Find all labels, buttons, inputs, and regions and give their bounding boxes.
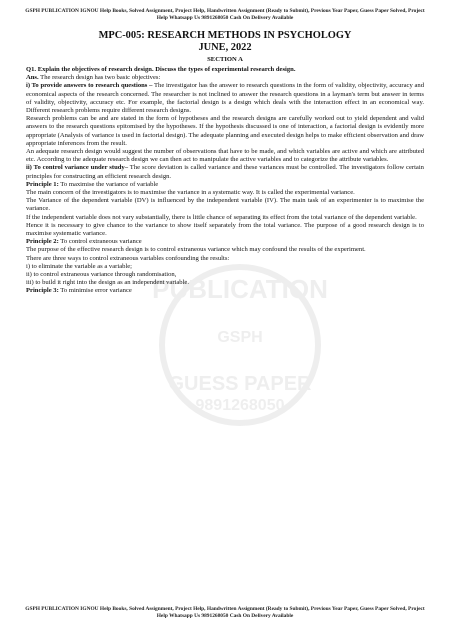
answer-intro-text: The research design has two basic objectives:: [38, 74, 161, 82]
document-body: [26, 30, 424, 296]
list-item: iii) to build it right into the design as an independent variable.: [26, 279, 189, 287]
principle-2-label: Principle 2:: [26, 238, 59, 246]
principle-1-text: To maximise the variance of variable: [58, 180, 159, 188]
footer-banner: GSPH PUBLICATION IGNOU Help Books, Solved Assignment, Project Help, Handwritten Assignment (Ready to Submit), Previous Year Paper, Guess Paper Solved, Project Help Whatsapp Us 9891268050 Cash On Delivery Available: [25, 606, 425, 619]
principle-2-text: To control extraneous variance: [58, 238, 142, 246]
paragraph-systematic-variance: Hence it is necessary to give chance to the variance to show itself separately from the total variance. The purpose of a good research design is to maximise systematic variance.: [26, 221, 424, 238]
paragraph-independent-variable: If the independent variable does not vary substantially, there is little chance of separating its effect from the total variance of the dependent variable.: [26, 213, 417, 221]
list-item: ii) to control extraneous variance through randomisation,: [26, 271, 177, 279]
principle-2: [26, 238, 424, 246]
objective-1-paragraph: [26, 82, 424, 115]
objective-2-label: ii) To control variance under study–: [26, 164, 128, 172]
principle-3-text: To minimise error variance: [58, 287, 132, 295]
paragraph-experimental-variance: The main concern of the investigators is to maximise the variance in a systematic way. It is called the experimental variance.: [26, 189, 355, 197]
principle-3-label: Principle 3:: [26, 287, 59, 295]
objective-1-text: The investigator has the answer to research questions in the form of validity, objectivity, accuracy and economical aspects of the research concerned. The researcher is not inclined to answer the research questions in a layman's term but answer in terms of validity, objectivity, accuracy etc. For example, the factorial design is a design which deals with the interaction effect in an economical way. Different research problems require different research designs.: [26, 82, 424, 115]
section-heading: SECTION A: [207, 56, 243, 63]
exam-date: JUNE, 2022: [198, 42, 252, 53]
watermark-text-guess-paper: GUESS PAPER: [168, 373, 312, 395]
objective-2-text: The score deviation is called variance and these variances must be controlled. The investigators follow certain principles for constructing an efficient research design.: [26, 164, 424, 180]
watermark-text-publication: PUBLICATION: [152, 274, 328, 304]
list-item: i) to eliminate the variable as a variable;: [26, 262, 133, 270]
principle-3: [26, 287, 424, 295]
watermark-text-gsph: GSPH: [217, 329, 263, 346]
paragraph-hypotheses: Research problems can be and are stated in the form of hypotheses and the research designs are carefully worked out to yield dependent and valid answers to the research questions epitomised by the hypotheses. If the hypothesis discussed is one of interaction, a factorial design is evidently more appropriate (Analysis of variance is used in factorial design). The adequate planning and executed design helps to make efficient observation and draw appropriate inferences from the result.: [26, 115, 424, 147]
paragraph-three-ways: There are three ways to control extraneous variables confounding the results:: [26, 254, 230, 262]
principle-1-label: Principle 1:: [26, 180, 59, 188]
header-banner: GSPH PUBLICATION IGNOU Help Books, Solved Assignment, Project Help, Handwritten Assignment (Ready to Submit), Previous Year Paper, Guess Paper Solved, Project Help Whatsapp Us 9891268050 Cash On Delivery Available: [25, 8, 425, 21]
question-text: Q1. Explain the objectives of research design. Discuss the types of experimental research design.: [26, 66, 296, 73]
paragraph-adequate-design: An adequate research design would suggest the number of observations that have to be made, and which variables are active and which are attributed etc. According to the adequate research design we can then act to manipulate the active variables and to categorize the attribute variables.: [26, 148, 424, 164]
paragraph-dv-iv: The Variance of the dependent variable (DV) is influenced by the independent variable (IV). The main task of an experimenter is to maximise the variance.: [26, 197, 424, 213]
objective-1-label: i) To provide answers to research questions –: [26, 82, 153, 90]
objective-2-paragraph: [26, 164, 424, 180]
paragraph-extraneous-variance: The purpose of the effective research design is to control extraneous variance which may confound the results of the experiment.: [26, 246, 366, 254]
watermark-text-phone: 9891268050: [195, 397, 285, 414]
principle-1: [26, 181, 424, 189]
course-title: MPC-005: RESEARCH METHODS IN PSYCHOLOGY: [98, 30, 352, 41]
answer-intro: [26, 74, 424, 82]
answer-label: Ans.: [26, 74, 39, 82]
